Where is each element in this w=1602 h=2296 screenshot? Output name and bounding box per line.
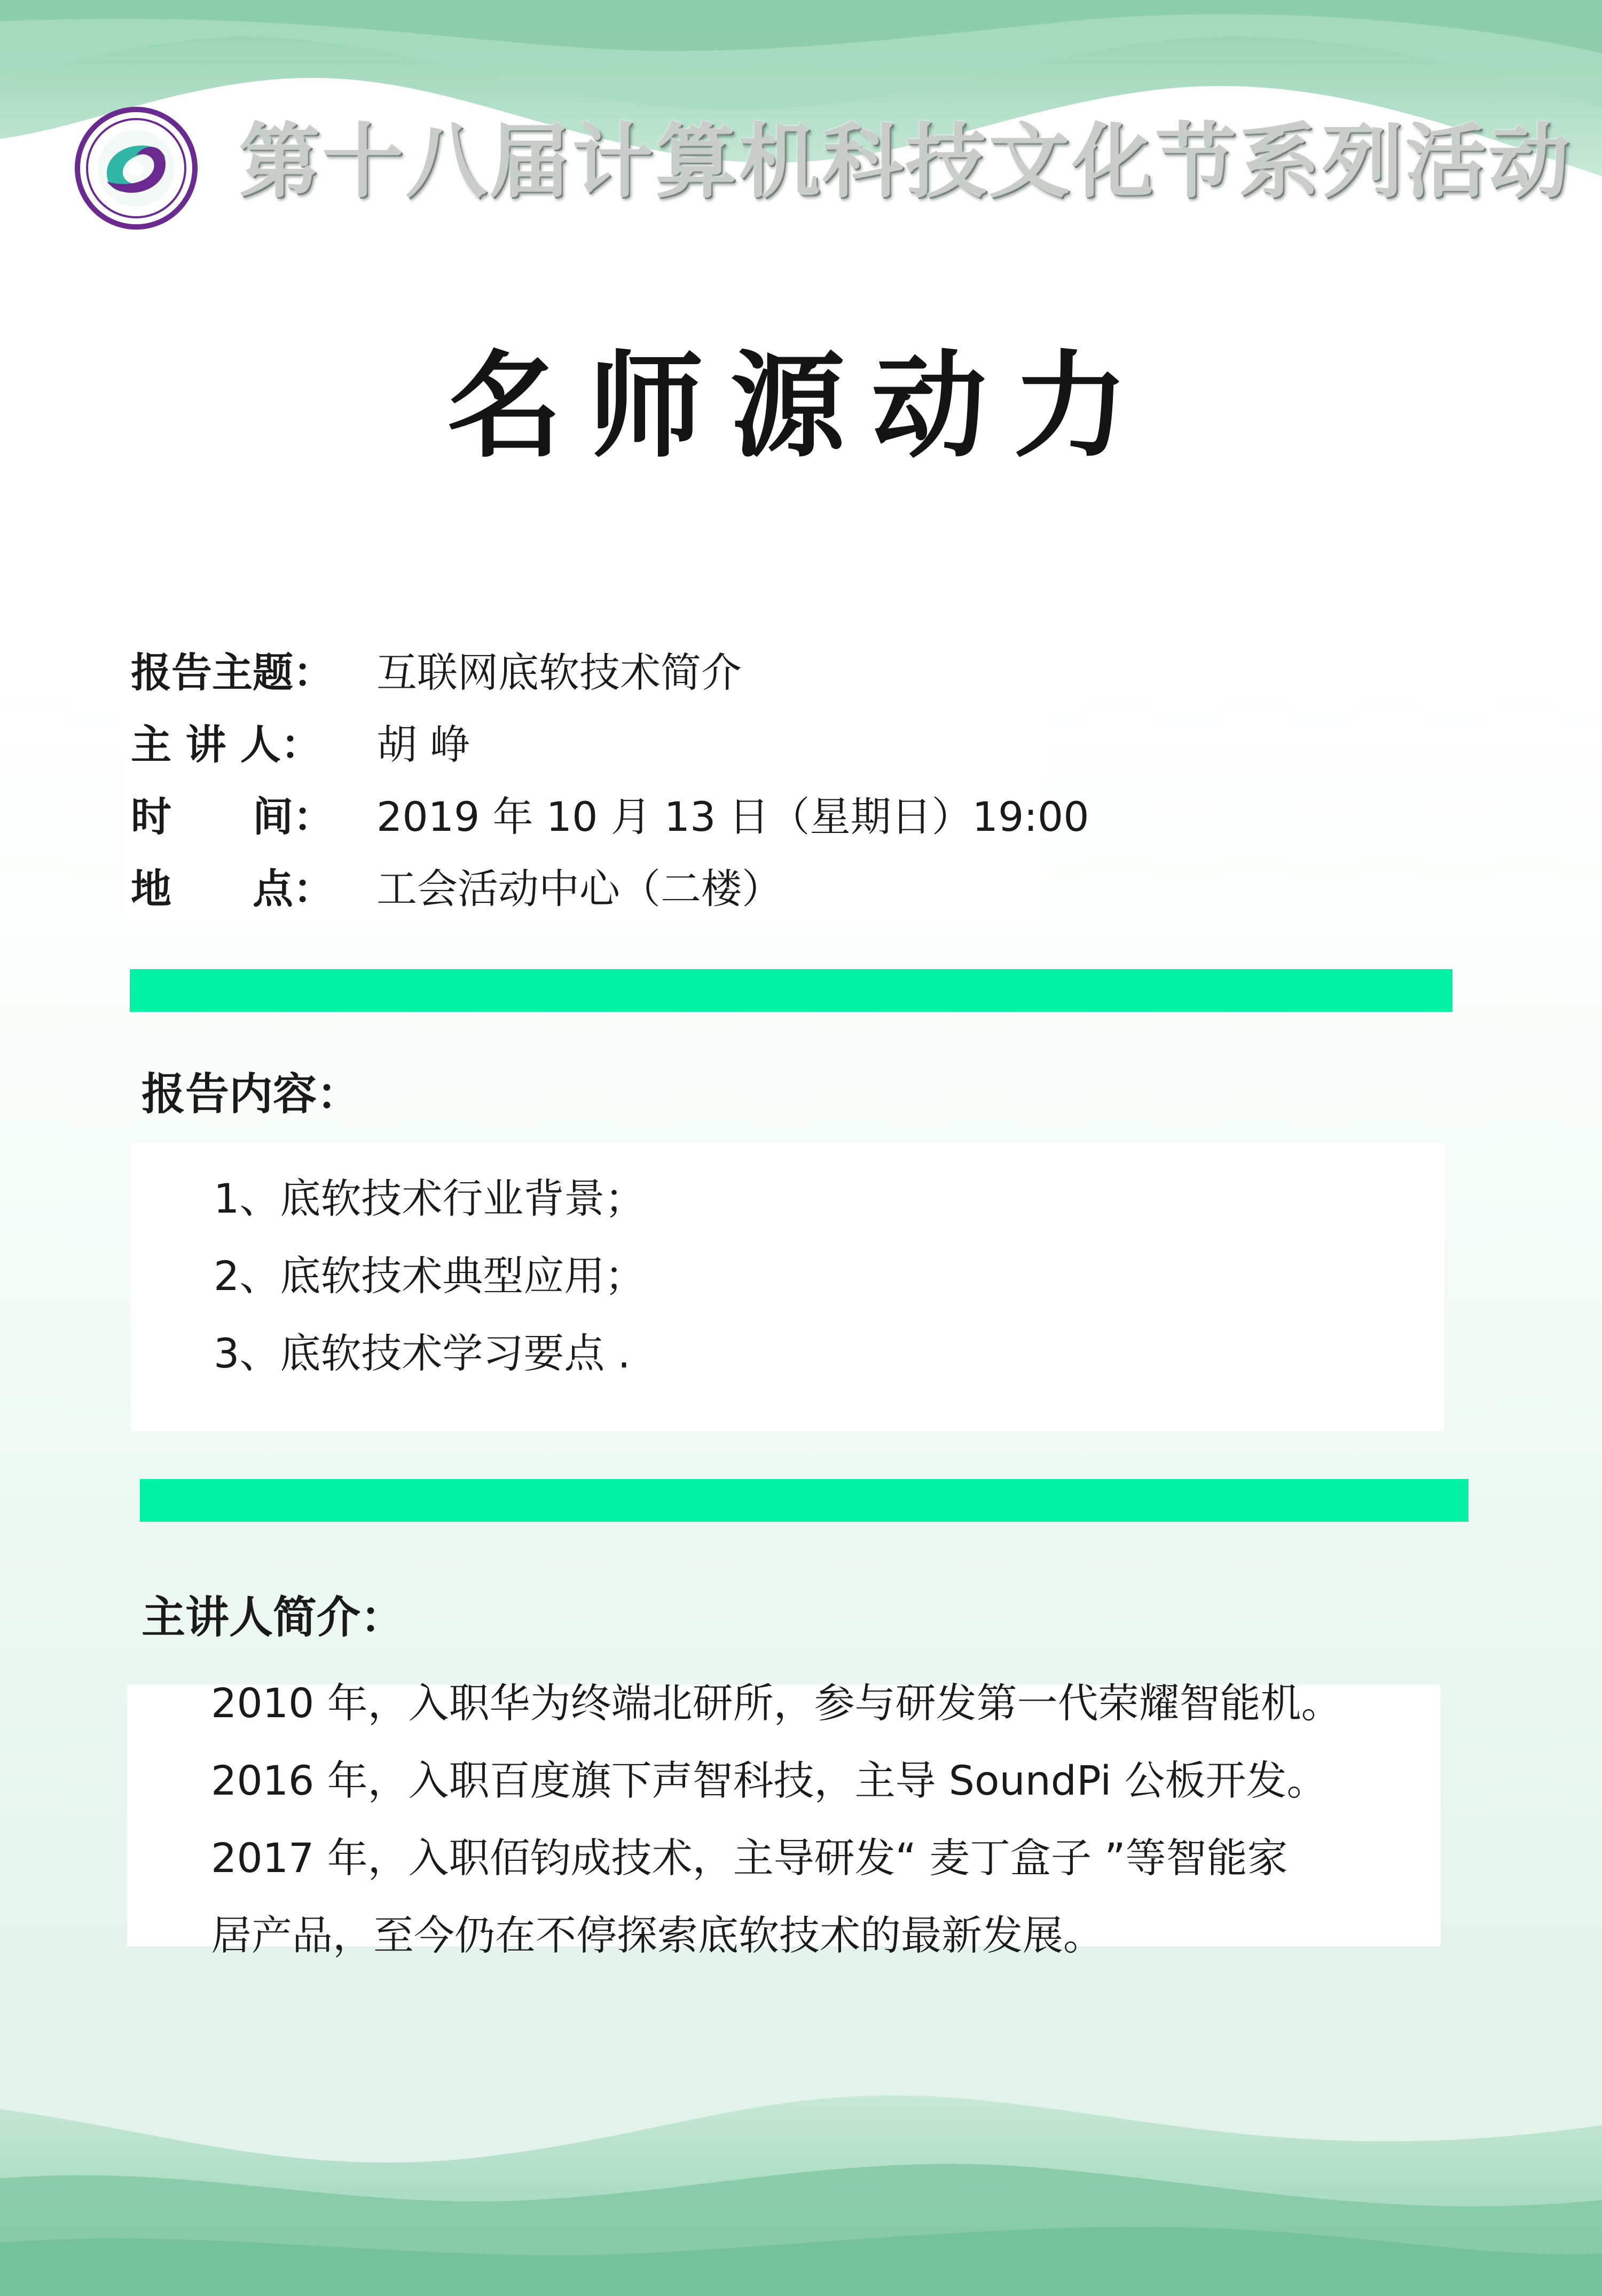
college-emblem-logo (75, 107, 198, 230)
poster-title: 名师源动力 (447, 338, 1155, 473)
speaker-value: 胡 峥 (376, 721, 471, 768)
speaker-intro-heading: 主讲人简介： (142, 1592, 405, 1643)
bio-line: 2010 年，入职华为终端北研所，参与研发第一代荣耀智能机。 (211, 1679, 1342, 1727)
content-item: 3、底软技术学习要点 . (214, 1330, 631, 1377)
time-row (131, 788, 1089, 846)
bio-line: 居产品，至今仍在不停探索底软技术的最新发展。 (211, 1912, 1104, 1959)
event-series-banner: 第十八届计算机科技文化节系列活动 (239, 113, 1572, 209)
bio-line: 2017 年，入职佰钧成技术，主导研发“ 麦丁盒子 ”等智能家 (211, 1834, 1288, 1882)
divider-bar (140, 1479, 1468, 1522)
speaker-row (131, 715, 470, 774)
speaker-label: 主 讲 人： (131, 721, 321, 768)
bio-line: 2016 年，入职百度旗下声智科技，主导 SoundPi 公板开发。 (211, 1757, 1328, 1804)
place-label: 地 点： (131, 865, 334, 913)
place-value: 工会活动中心（二楼） (376, 865, 782, 913)
topic-row (131, 643, 742, 702)
report-content-heading: 报告内容： (142, 1069, 361, 1120)
time-value: 2019 年 10 月 13 日（星期日）19:00 (376, 793, 1089, 840)
content-item: 2、底软技术典型应用； (214, 1252, 646, 1300)
time-label: 时 间： (131, 793, 334, 840)
topic-label: 报告主题： (131, 649, 334, 696)
content-item: 1、底软技术行业背景； (214, 1175, 646, 1222)
place-row (131, 860, 782, 918)
divider-bar (130, 969, 1452, 1012)
topic-value: 互联网底软技术简介 (376, 649, 742, 696)
